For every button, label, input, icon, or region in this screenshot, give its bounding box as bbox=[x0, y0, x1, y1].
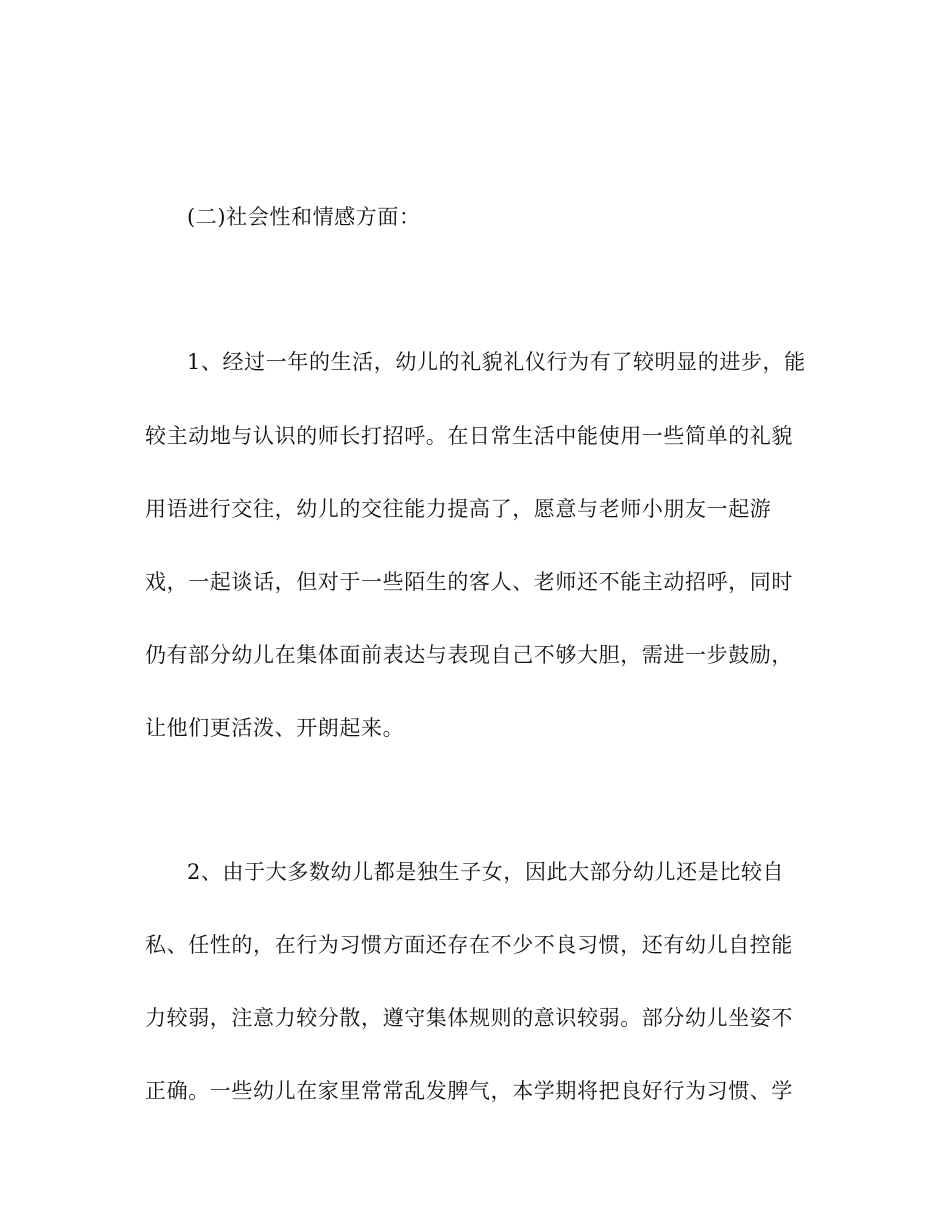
paragraph-1-line-3: 用语进行交往，幼儿的交往能力提高了，愿意与老师小朋友一起游 bbox=[145, 497, 772, 521]
paragraph-1-line-5: 仍有部分幼儿在集体面前表达与表现自己不够大胆，需进一步鼓励， bbox=[145, 643, 793, 667]
paragraph-2-line-1: 2、由于大多数幼儿都是独生子女，因此大部分幼儿还是比较自 bbox=[187, 860, 785, 884]
paragraph-1-line-1: 1、经过一年的生活，幼儿的礼貌礼仪行为有了较明显的进步，能 bbox=[187, 350, 806, 374]
paragraph-2-line-2: 私、任性的，在行为习惯方面还存在不少不良习惯，还有幼儿自控能 bbox=[145, 933, 793, 957]
paragraph-2-line-3: 力较弱，注意力较分散，遵守集体规则的意识较弱。部分幼儿坐姿不 bbox=[145, 1006, 793, 1030]
paragraph-2-line-4: 正确。一些幼儿在家里常常乱发脾气，本学期将把良好行为习惯、学 bbox=[145, 1079, 793, 1103]
paragraph-1-line-6: 让他们更活泼、开朗起来。 bbox=[145, 716, 405, 740]
section-heading: (二)社会性和情感方面： bbox=[187, 205, 421, 229]
paragraph-1-line-2: 较主动地与认识的师长打招呼。在日常生活中能使用一些简单的礼貌 bbox=[145, 424, 793, 448]
paragraph-1-line-4: 戏，一起谈话，但对于一些陌生的客人、老师还不能主动招呼，同时 bbox=[145, 570, 793, 594]
